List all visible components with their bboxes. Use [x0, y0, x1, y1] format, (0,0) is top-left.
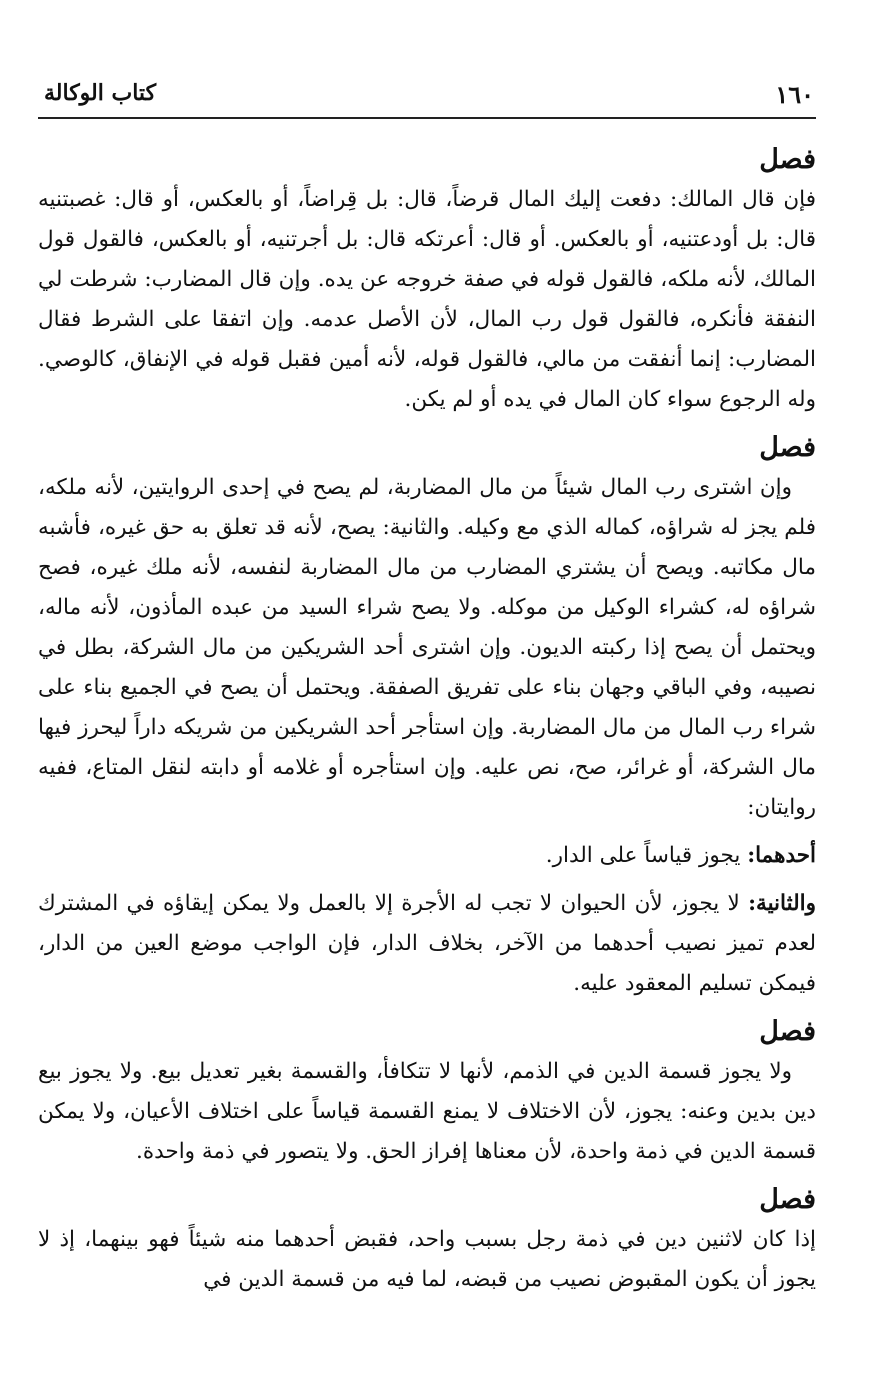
- sub-text: لا يجوز، لأن الحيوان لا تجب له الأجرة إلا بالعمل ولا يمكن إيقاؤه في المشترك لعدم تميز نصيب أحدهما من الآخر، بخلاف الدار، فإن الواجب موضع العين من الدار، فيمكن تسليم المعقود عليه.: [38, 891, 816, 996]
- running-title: كتاب الوكالة: [44, 80, 157, 106]
- paragraph: إذا كان لاثنين دين في ذمة رجل بسبب واحد، فقبض أحدهما منه شيئاً فهو بينهما، إذ لا يجوز أن يكون المقبوض نصيب من قبضه، لما فيه من قسمة الدين في: [38, 1227, 816, 1292]
- sub-lead: أحدهما:: [747, 843, 816, 868]
- page-number: ١٦٠: [775, 80, 814, 109]
- sub-paragraph-second-view: [38, 884, 816, 1004]
- paragraph: ولا يجوز قسمة الدين في الذمم، لأنها لا تتكافأ، والقسمة بغير تعديل بيع. ولا يجوز بيع دين بدين وعنه: يجوز، لأن الاختلاف لا يمنع القسمة قياساً على اختلاف الأعيان، ولا يمكن قسمة الدين في ذمة واحدة، لأن معناها إفراز الحق. ولا يتصور في ذمة واحدة.: [38, 1059, 816, 1164]
- section-4: [38, 1180, 816, 1300]
- sub-text: يجوز قياساً على الدار.: [545, 843, 748, 868]
- page-header: [38, 74, 816, 114]
- section-heading: فصل: [759, 144, 816, 175]
- section-1: [38, 140, 816, 420]
- header-divider: [38, 117, 816, 119]
- sub-paragraph-first-view: [38, 836, 816, 876]
- sub-lead: والثانية:: [748, 891, 816, 916]
- section-2: [38, 428, 816, 1004]
- book-page: [38, 0, 816, 1375]
- section-heading: فصل: [759, 1016, 816, 1047]
- section-heading: فصل: [759, 1184, 816, 1215]
- page-body: [38, 140, 816, 1308]
- section-heading: فصل: [759, 432, 816, 463]
- paragraph: فإن قال المالك: دفعت إليك المال قرضاً، قال: بل قِراضاً، أو بالعكس، أو قال: غصبتنيه قال: بل أودعتنيه، أو بالعكس. أو قال: أعرتكه قال: بل أجرتنيه، أو بالعكس، فالقول قول المالك، لأنه ملكه، فالقول قوله في صفة خروجه عن يده. وإن قال المضارب: شرطت لي النفقة فأنكره، فالقول قول رب المال، لأن الأصل عدمه. وإن اتفقا على الشرط فقال المضارب: إنما أنفقت من مالي، فالقول قوله، لأنه أمين فقبل قوله في الإنفاق، كالوصي. وله الرجوع سواء كان المال في يده أو لم يكن.: [38, 187, 816, 412]
- section-3: [38, 1012, 816, 1172]
- paragraph: وإن اشترى رب المال شيئاً من مال المضاربة، لم يصح في إحدى الروايتين، لأنه ملكه، فلم يجز له شراؤه، كماله الذي مع وكيله. والثانية: يصح، لأنه قد تعلق به حق غيره، فأشبه مال مكاتبه. ويصح أن يشتري المضارب من مال المضاربة لنفسه، لأنه ملك غيره، فصح شراؤه له، كشراء الوكيل من موكله. ولا يصح شراء السيد من عبده المأذون، لأنه ماله، ويحتمل أن يصح إذا ركبته الديون. وإن اشترى أحد الشريكين من مال الشركة، بطل في نصيبه، وفي الباقي وجهان بناء على تفريق الصفقة. ويحتمل أن يصح في الجميع بناء على شراء رب المال من مال المضاربة. وإن استأجر أحد الشريكين من شريكه داراً ليحرز فيها مال الشركة، أو غرائر، صح، نص عليه. وإن استأجره أو غلامه أو دابته لنقل المتاع، ففيه روايتان:: [38, 475, 816, 820]
